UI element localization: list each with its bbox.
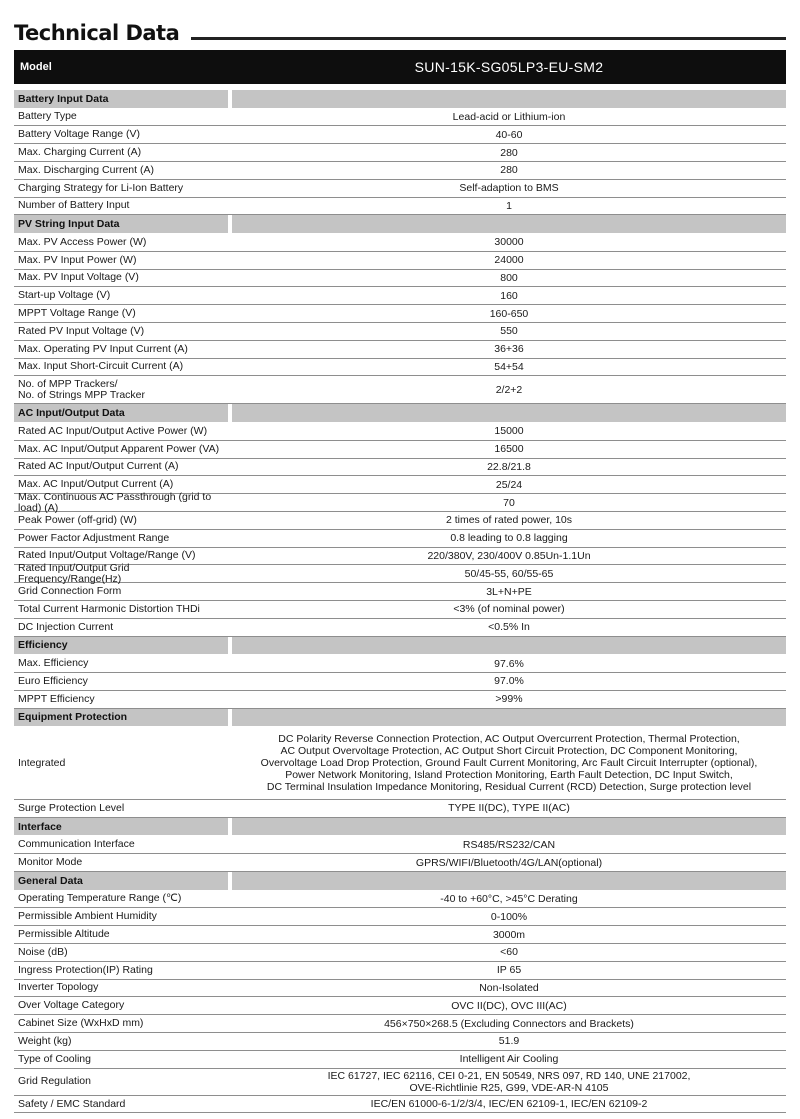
spec-value: Non-Isolated xyxy=(479,981,539,994)
table-row xyxy=(14,962,786,980)
spec-label: Number of Battery Input xyxy=(18,199,130,212)
table-row xyxy=(14,836,786,854)
section-header-fill xyxy=(232,637,786,655)
spec-value: 25/24 xyxy=(495,478,523,491)
spec-label: Max. PV Access Power (W) xyxy=(18,235,147,248)
spec-value: -40 to +60°C, >45°C Derating xyxy=(440,892,578,905)
spec-label: Rated Input/Output Voltage/Range (V) xyxy=(18,549,196,562)
table-row xyxy=(14,1051,786,1069)
spec-value: <3% (of nominal power) xyxy=(453,603,565,616)
table-row xyxy=(14,800,786,818)
section-header xyxy=(14,709,786,727)
table-row xyxy=(14,944,786,962)
spec-value: >99% xyxy=(495,693,523,706)
table-row xyxy=(14,530,786,548)
section-header xyxy=(14,872,786,890)
spec-label: Battery Voltage Range (V) xyxy=(18,128,140,141)
spec-label: Rated Input/Output Grid Frequency/Range(Hz) xyxy=(18,561,130,585)
spec-value: 160-650 xyxy=(489,307,529,320)
spec-label: Max. AC Input/Output Current (A) xyxy=(18,478,174,491)
section-title: PV String Input Data xyxy=(14,215,228,233)
table-row xyxy=(14,341,786,359)
table-row xyxy=(14,109,786,127)
table-row xyxy=(14,926,786,944)
spec-label: MPPT Efficiency xyxy=(18,692,95,705)
spec-label: Type of Cooling xyxy=(18,1052,91,1065)
spec-label: Max. Operating PV Input Current (A) xyxy=(18,342,188,355)
table-row xyxy=(14,126,786,144)
spec-label: Grid Regulation xyxy=(18,1075,91,1088)
table-row xyxy=(14,287,786,305)
section-header-fill xyxy=(232,818,786,836)
spec-label: Surge Protection Level xyxy=(18,801,125,814)
spec-label: Inverter Topology xyxy=(18,981,99,994)
table-row xyxy=(14,601,786,619)
table-row xyxy=(14,655,786,673)
table-row xyxy=(14,1015,786,1033)
table-row xyxy=(14,727,786,800)
section-title: Battery Input Data xyxy=(14,90,228,108)
table-row xyxy=(14,980,786,998)
spec-label: Max. Discharging Current (A) xyxy=(18,163,154,176)
spec-label: Rated PV Input Voltage (V) xyxy=(18,324,145,337)
section-header xyxy=(14,215,786,233)
spec-label: Max. PV Input Power (W) xyxy=(18,253,137,266)
spec-value: 0-100% xyxy=(490,910,528,923)
spec-label: Over Voltage Category xyxy=(18,999,125,1012)
spec-value: 16500 xyxy=(494,443,524,456)
spec-value: 54+54 xyxy=(494,360,524,373)
spec-value: 456×750×268.5 (Excluding Connectors and Brackets) xyxy=(384,1017,634,1030)
spec-value: 36+36 xyxy=(494,343,524,356)
spec-value: 15000 xyxy=(494,425,524,438)
table-row xyxy=(14,1033,786,1051)
spec-value: TYPE II(DC), TYPE II(AC) xyxy=(448,802,570,815)
table-row xyxy=(14,270,786,288)
spec-label: Grid Connection Form xyxy=(18,585,122,598)
spec-label: Permissible Ambient Humidity xyxy=(18,910,157,923)
spec-label: Rated AC Input/Output Active Power (W) xyxy=(18,424,208,437)
section-title: Efficiency xyxy=(14,637,228,655)
spec-value: 800 xyxy=(500,271,518,284)
spec-value: GPRS/WIFI/Bluetooth/4G/LAN(optional) xyxy=(415,856,603,869)
spec-value: 30000 xyxy=(494,236,524,249)
table-row xyxy=(14,561,786,585)
spec-value: 70 xyxy=(503,496,515,509)
spec-value: 1 xyxy=(506,199,512,212)
spec-label: Charging Strategy for Li-Ion Battery xyxy=(18,181,184,194)
spec-label: MPPT Voltage Range (V) xyxy=(18,307,136,320)
spec-value: 160 xyxy=(500,289,518,302)
table-row xyxy=(14,376,786,404)
spec-value: RS485/RS232/CAN xyxy=(462,838,556,851)
model-header-row xyxy=(14,50,786,84)
spec-value: DC Polarity Reverse Connection Protection, AC Output Overcurrent Protection, Thermal Protection, AC Output Overvoltage Protection, AC Output Short Circuit Protection, DC Component Monitoring, Overvoltage Load Drop Protection, Ground Fault Current Monitoring, Arc Fault Circuit Interrupter (optional), Power Network Monitoring, Island Protection Monitoring, Earth Fault Detection, DC Input Switch, DC Terminal Insulation Impedance Monitoring, Residual Current (RCD) Detection, Surge protection level xyxy=(260,733,758,794)
table-row xyxy=(14,234,786,252)
page-title: Technical Data xyxy=(14,21,180,45)
table-row xyxy=(14,1096,786,1114)
table-row xyxy=(14,583,786,601)
table-row xyxy=(14,1069,786,1096)
spec-label: Battery Type xyxy=(18,110,77,123)
model-label: Model xyxy=(20,61,52,73)
table-row xyxy=(14,323,786,341)
spec-value: 51.9 xyxy=(498,1035,520,1048)
spec-label: Permissible Altitude xyxy=(18,928,110,941)
spec-value: 220/380V, 230/400V 0.85Un-1.1Un xyxy=(427,549,591,562)
section-header xyxy=(14,637,786,655)
spec-label: Cabinet Size (WxHxD mm) xyxy=(18,1017,144,1030)
spec-label: Operating Temperature Range (℃) xyxy=(18,892,182,905)
table-row xyxy=(14,459,786,477)
spec-label: Communication Interface xyxy=(18,838,135,851)
table-row xyxy=(14,198,786,216)
table-row xyxy=(14,423,786,441)
spec-label: DC Injection Current xyxy=(18,620,114,633)
spec-label: No. of MPP Trackers/ No. of Strings MPP Tracker xyxy=(18,377,146,401)
spec-value: 0.8 leading to 0.8 lagging xyxy=(450,532,568,545)
spec-label: Max. Efficiency xyxy=(18,657,89,670)
spec-value: 40-60 xyxy=(495,128,523,141)
model-value: SUN-15K-SG05LP3-EU-SM2 xyxy=(414,59,604,75)
spec-label: Rated AC Input/Output Current (A) xyxy=(18,460,179,473)
spec-value: IEC/EN 61000-6-1/2/3/4, IEC/EN 62109-1, IEC/EN 62109-2 xyxy=(370,1098,648,1111)
spec-label: Safety / EMC Standard xyxy=(18,1097,126,1110)
table-row xyxy=(14,891,786,909)
spec-value: <60 xyxy=(500,946,518,959)
spec-label: Start-up Voltage (V) xyxy=(18,289,111,302)
section-title: General Data xyxy=(14,872,228,890)
table-row xyxy=(14,490,786,514)
section-title: Interface xyxy=(14,818,228,836)
spec-value: 3000m xyxy=(492,928,526,941)
spec-label: Integrated xyxy=(18,756,66,769)
section-header-fill xyxy=(232,404,786,422)
spec-label: Weight (kg) xyxy=(18,1034,72,1047)
table-row xyxy=(14,359,786,377)
spec-value: 550 xyxy=(500,325,518,338)
table-row xyxy=(14,305,786,323)
spec-table xyxy=(14,90,786,1113)
spec-value: 3L+N+PE xyxy=(486,585,532,598)
spec-label: Max. AC Input/Output Apparent Power (VA) xyxy=(18,442,220,455)
spec-value: Intelligent Air Cooling xyxy=(459,1053,559,1066)
table-row xyxy=(14,997,786,1015)
spec-value: 97.0% xyxy=(494,675,524,688)
spec-value: 50/45-55, 60/55-65 xyxy=(464,567,554,580)
page-header xyxy=(14,14,786,46)
spec-value: 2 times of rated power, 10s xyxy=(445,514,573,527)
table-row xyxy=(14,619,786,637)
section-title: AC Input/Output Data xyxy=(14,404,228,422)
section-header-fill xyxy=(232,872,786,890)
spec-label: Max. Continuous AC Passthrough (grid to load) (A) xyxy=(18,490,212,514)
spec-value: IEC 61727, IEC 62116, CEI 0-21, EN 50549, NRS 097, RD 140, UNE 217002, OVE-Richtlinie R25, G99, VDE-AR-N 4105 xyxy=(327,1069,691,1094)
table-row xyxy=(14,144,786,162)
table-row xyxy=(14,162,786,180)
spec-value: 24000 xyxy=(494,254,524,267)
table-row xyxy=(14,673,786,691)
spec-label: Ingress Protection(IP) Rating xyxy=(18,963,153,976)
section-header xyxy=(14,90,786,108)
spec-value: 22.8/21.8 xyxy=(487,460,531,473)
spec-value: IP 65 xyxy=(496,964,522,977)
table-row xyxy=(14,908,786,926)
table-row xyxy=(14,512,786,530)
spec-label: Total Current Harmonic Distortion THDi xyxy=(18,602,200,615)
spec-value: 280 xyxy=(500,164,518,177)
spec-value: 2/2+2 xyxy=(495,383,523,396)
spec-label: Max. Charging Current (A) xyxy=(18,146,142,159)
spec-label: Peak Power (off-grid) (W) xyxy=(18,513,137,526)
table-row xyxy=(14,180,786,198)
spec-value: 280 xyxy=(500,146,518,159)
table-row xyxy=(14,441,786,459)
spec-label: Euro Efficiency xyxy=(18,674,88,687)
section-header-fill xyxy=(232,215,786,233)
spec-label: Max. PV Input Voltage (V) xyxy=(18,271,139,284)
spec-label: Noise (dB) xyxy=(18,945,68,958)
spec-value: Self-adaption to BMS xyxy=(459,182,559,195)
title-divider xyxy=(191,37,786,40)
section-header xyxy=(14,404,786,422)
section-header-fill xyxy=(232,90,786,108)
spec-value: <0.5% In xyxy=(488,621,530,634)
spec-label: Max. Input Short-Circuit Current (A) xyxy=(18,360,184,373)
section-header-fill xyxy=(232,709,786,727)
table-row xyxy=(14,252,786,270)
spec-label: Power Factor Adjustment Range xyxy=(18,531,170,544)
spec-value: 97.6% xyxy=(494,657,524,670)
spec-value: Lead-acid or Lithium-ion xyxy=(452,110,566,123)
section-title: Equipment Protection xyxy=(14,709,228,727)
spec-value: OVC II(DC), OVC III(AC) xyxy=(451,999,567,1012)
spec-label: Monitor Mode xyxy=(18,856,83,869)
section-header xyxy=(14,818,786,836)
table-row xyxy=(14,854,786,872)
table-row xyxy=(14,691,786,709)
